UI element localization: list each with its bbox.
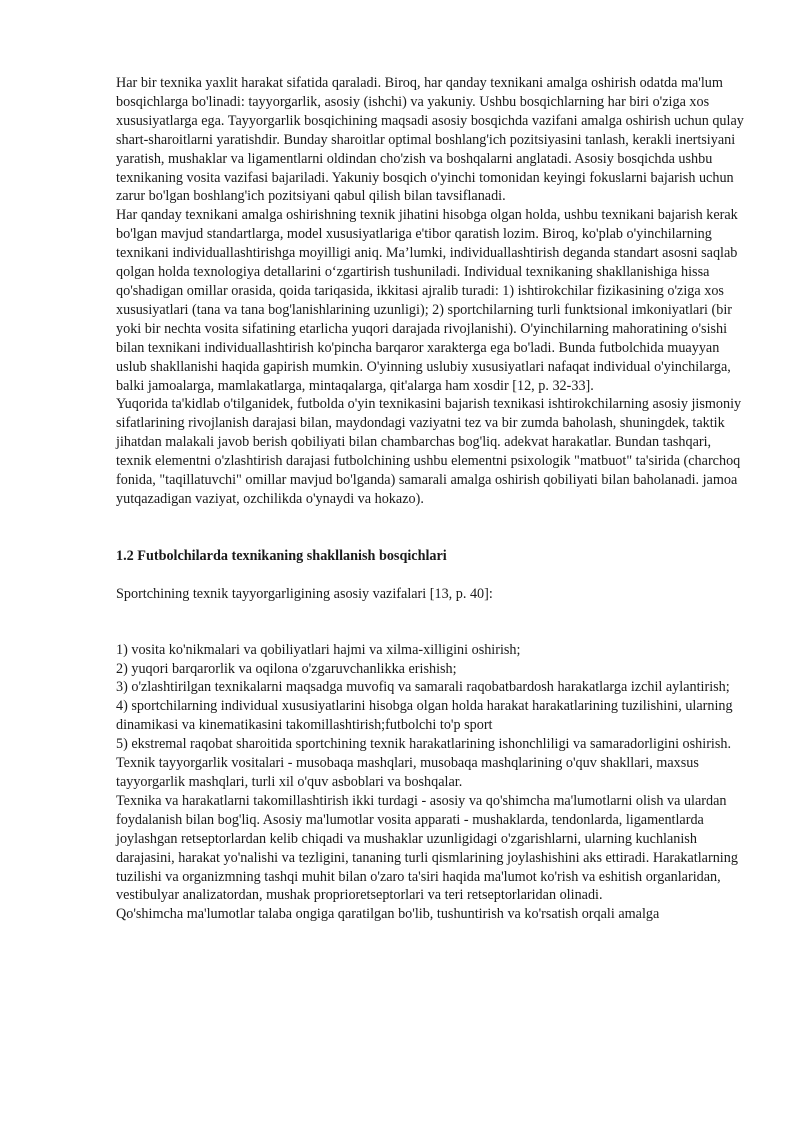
body-paragraph: Har bir texnika yaxlit harakat sifatida qaraladi. Biroq, har qanday texnikani amalga oshirish odatda ma'lum bosqichlarga bo'linadi: tayyorgarlik, asosiy (ishchi) va yakuniy. Ushbu bosqichlarning har biri o'ziga xos xususiyatlarga ega. Tayyorgarlik bosqichining maqsadi asosiy bosqichda vazifani amalga oshirish uchun qulay shart-sharoitlarni yaratishdir. Bunday sharoitlar optimal boshlang'ich pozitsiyasini tanlash, kerakli inertsiyani yaratish, mushaklar va ligamentlarni oldindan cho'zish va boshqalarni anglatadi. Asosiy bosqichda ushbu texnikaning vosita vazifasi bajariladi. Yakuniy bosqich o'yinchi tomonidan keyingi fokuslarni bajarish uchun zarur bo'lgan boshlang'ich pozitsiyani qabul qilish bilan tavsiflanadi. xyxy=(116,75,744,205)
body-paragraph: Texnik tayyorgarlik vositalari - musobaqa mashqlari, musobaqa mashqlarining o'quv shakllari, maxsus tayyorgarlik mashqlari, turli xil o'quv asboblari va boshqalar. xyxy=(116,755,699,790)
body-paragraph: Har qanday texnikani amalga oshirishning texnik jihatini hisobga olgan holda, ushbu texnikani bajarish kerak bo'lgan mavjud standartlarga, model xususiyatlariga e'tibor qaratish lozim. Biroq, ko'plab o'yinchilarning texnikani individuallashtirishga moyilligi aniq. Ma’lumki, individuallashtirish deganda standart asosni saqlab qolgan holda texnologiya detallarini o‘zgartirish tushuniladi. Individual texnikaning shakllanishiga hissa qo'shadigan omillar orasida, qoida tariqasida, ikkitasi ajralib turadi: 1) ishtirokchilar fizikasining o'ziga xos xususiyatlari (tana va tana bog'lanishlarining uzunligi); 2) sportchilarning turli funktsional imkoniyatlari (bir yoki bir nechta vosita sifatining etarlicha yuqori darajada rivojlanishi). O'yinchilarning mahoratining o'sishi bilan texnikani individuallashtirish ko'pincha barqaror xarakterga ega bo'ladi. Bunda futbolchida muayyan uslub shakllanishi haqida gapirish mumkin. O'yinning uslubiy xususiyatlari nafaqat individual o'yinchilarga, balki jamoalarga, mamlakatlarga, mintaqalarga, qit'alarga ham xosdir [12, p. 32-33]. xyxy=(116,207,738,394)
list-item: 5) ekstremal raqobat sharoitida sportchining texnik harakatlarining ishonchliligi va samaradorligini oshirish. xyxy=(116,736,732,753)
list-item: 4) sportchilarning individual xususiyatlarini hisobga olgan holda harakat harakatlarining tuzilishini, ularning dinamikasi va kinematikasini takomillashtirish;futbolchi to'p sport xyxy=(116,698,733,734)
task-list xyxy=(116,641,746,754)
section-intro: Sportchining texnik tayyorgarligining asosiy vazifalari [13, p. 40]: xyxy=(116,585,493,602)
list-item: 2) yuqori barqarorlik va oqilona o'zgaruvchanlikka erishish; xyxy=(116,660,457,677)
body-paragraph: Yuqorida ta'kidlab o'tilganidek, futbolda o'yin texnikasini bajarish texnikasi ishtirokchilarning asosiy jismoniy sifatlarining rivojlanish darajasi bilan, maydondagi vaziyatni tez va bir zumda baholash, shuningdek, taktik jihatdan malakali javob berish qobiliyati bilan chambarchas bog'liq. adekvat harakatlar. Bundan tashqari, texnik elementni o'zlashtirish darajasi futbolchining ushbu elementni psixologik "matbuot" ta'sirida (charchoq fonida, "taqillatuvchi" omillar mavjud bo'lganda) samarali amalga oshirish qobiliyati bilan baholanadi. jamoa yutqazadigan vaziyat, ozchilikda o'ynaydi va hokazo). xyxy=(116,396,742,507)
list-item: 1) vosita ko'nikmalari va qobiliyatlari hajmi va xilma-xilligini oshirish; xyxy=(116,641,521,658)
document-page xyxy=(116,74,746,924)
section-spacer xyxy=(116,509,746,547)
section-heading: 1.2 Futbolchilarda texnikaning shakllanish bosqichlari xyxy=(116,547,447,564)
body-paragraph: Texnika va harakatlarni takomillashtirish ikki turdagi - asosiy va qo'shimcha ma'lumotlarni olish va ulardan foydalanish bilan bog'liq. Asosiy ma'lumotlar vosita apparati - mushaklarda, tendonlarda, ligamentlarda joylashgan retseptorlardan kelib chiqadi va mushaklar uzunligidagi o'zgarishlarni, ularning kuchlanish darajasini, harakat yo'nalishi va tezligini, tananing turli qismlarining joylashishini aks ettiradi. Harakatlarning tuzilishi va organizmning tashqi muhit bilan o'zaro ta'siri haqida ma'lumot ko'rish va eshitish organlaridan, vestibulyar analizatordan, mushak proprioretseptorlari va teri retseptorlaridan olinadi. xyxy=(116,792,738,904)
body-paragraph: Qo'shimcha ma'lumotlar talaba ongiga qaratilgan bo'lib, tushuntirish va ko'rsatish orqali amalga xyxy=(116,906,660,923)
intro-spacer xyxy=(116,604,746,641)
heading-spacer xyxy=(116,566,746,585)
list-item: 3) o'zlashtirilgan texnikalarni maqsadga muvofiq va samarali raqobatbardosh harakatlarga izchil aylantirish; xyxy=(116,679,730,696)
